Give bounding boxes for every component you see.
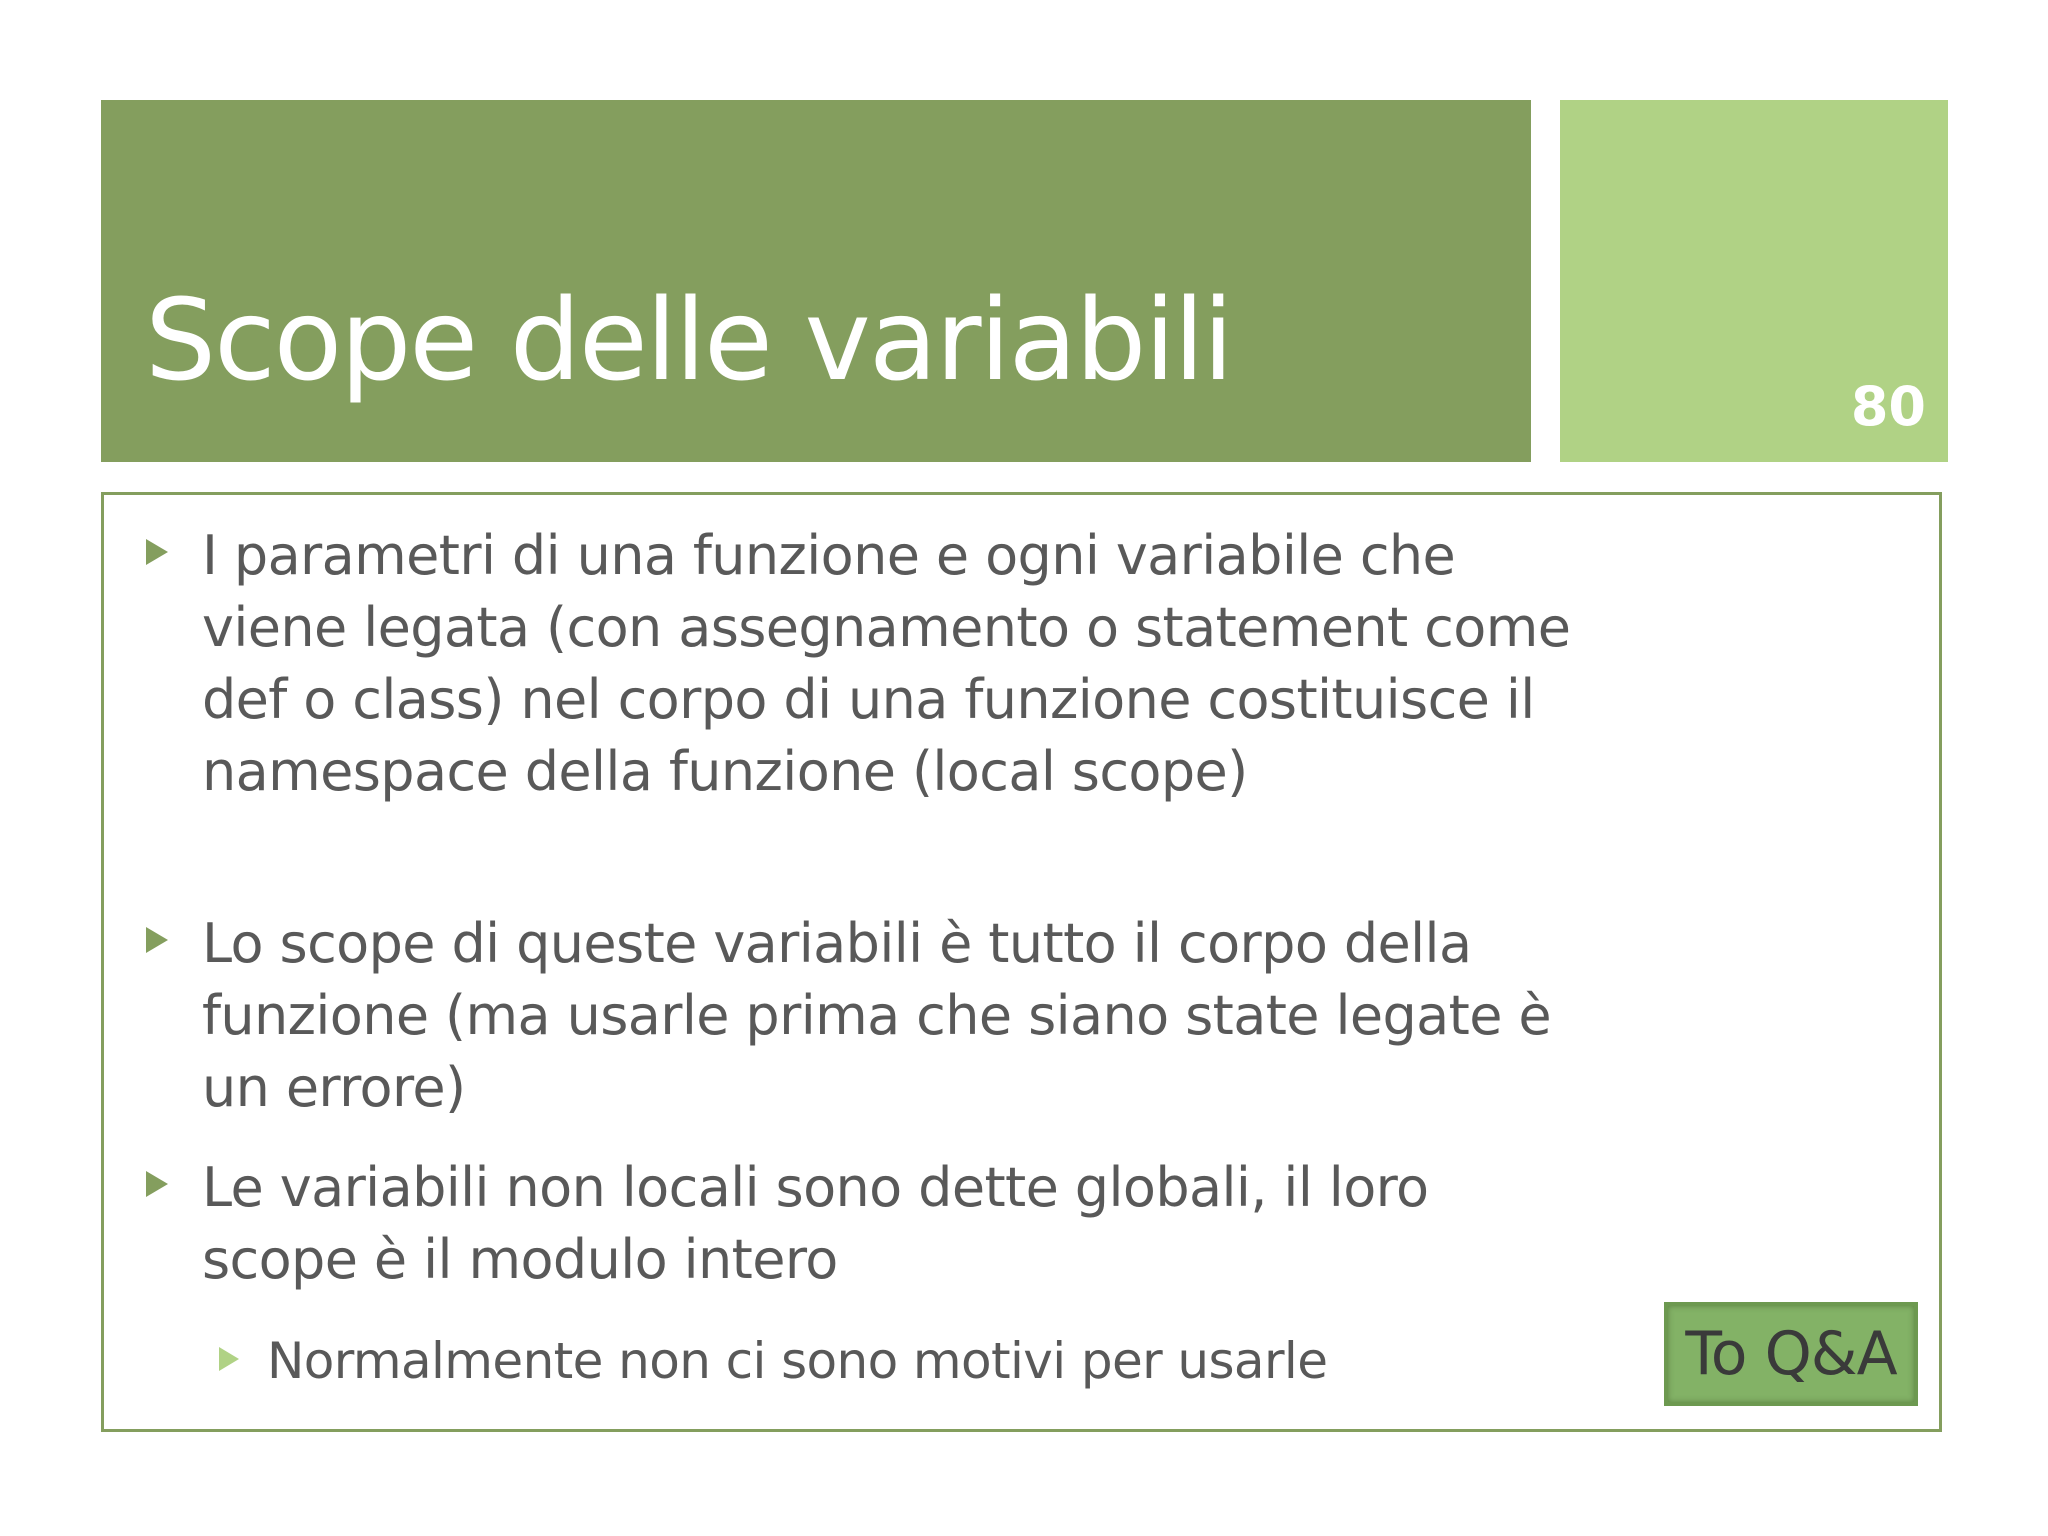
- bullet-text: Le variabili non locali sono dette globali, il loro scope è il modulo intero: [202, 1156, 1429, 1291]
- slide-number-box: [1560, 100, 1948, 462]
- sub-bullet-item: [267, 1328, 1647, 1394]
- slide-number: 80: [1850, 375, 1926, 438]
- slide-title: Scope delle variabili: [145, 276, 1232, 406]
- title-bar: [101, 100, 1531, 462]
- sub-bullet-arrow-icon: [219, 1347, 239, 1371]
- bullet-item: [202, 908, 1582, 1124]
- bullet-item: [202, 520, 1582, 808]
- bullet-arrow-icon: [146, 539, 168, 565]
- to-qa-button[interactable]: [1664, 1302, 1918, 1406]
- to-qa-button-label: To Q&A: [1685, 1319, 1897, 1389]
- bullet-item: [202, 1152, 1582, 1296]
- bullet-arrow-icon: [146, 1171, 168, 1197]
- sub-bullet-text: Normalmente non ci sono motivi per usarle: [267, 1332, 1328, 1390]
- content-box: [101, 492, 1942, 1432]
- bullet-arrow-icon: [146, 927, 168, 953]
- bullet-text: I parametri di una funzione e ogni variabile che viene legata (con assegnamento o statement come def o class) nel corpo di una funzione costituisce il namespace della funzione (local scope): [202, 524, 1571, 803]
- bullet-text: Lo scope di queste variabili è tutto il corpo della funzione (ma usarle prima che siano state legate è un errore): [202, 912, 1552, 1119]
